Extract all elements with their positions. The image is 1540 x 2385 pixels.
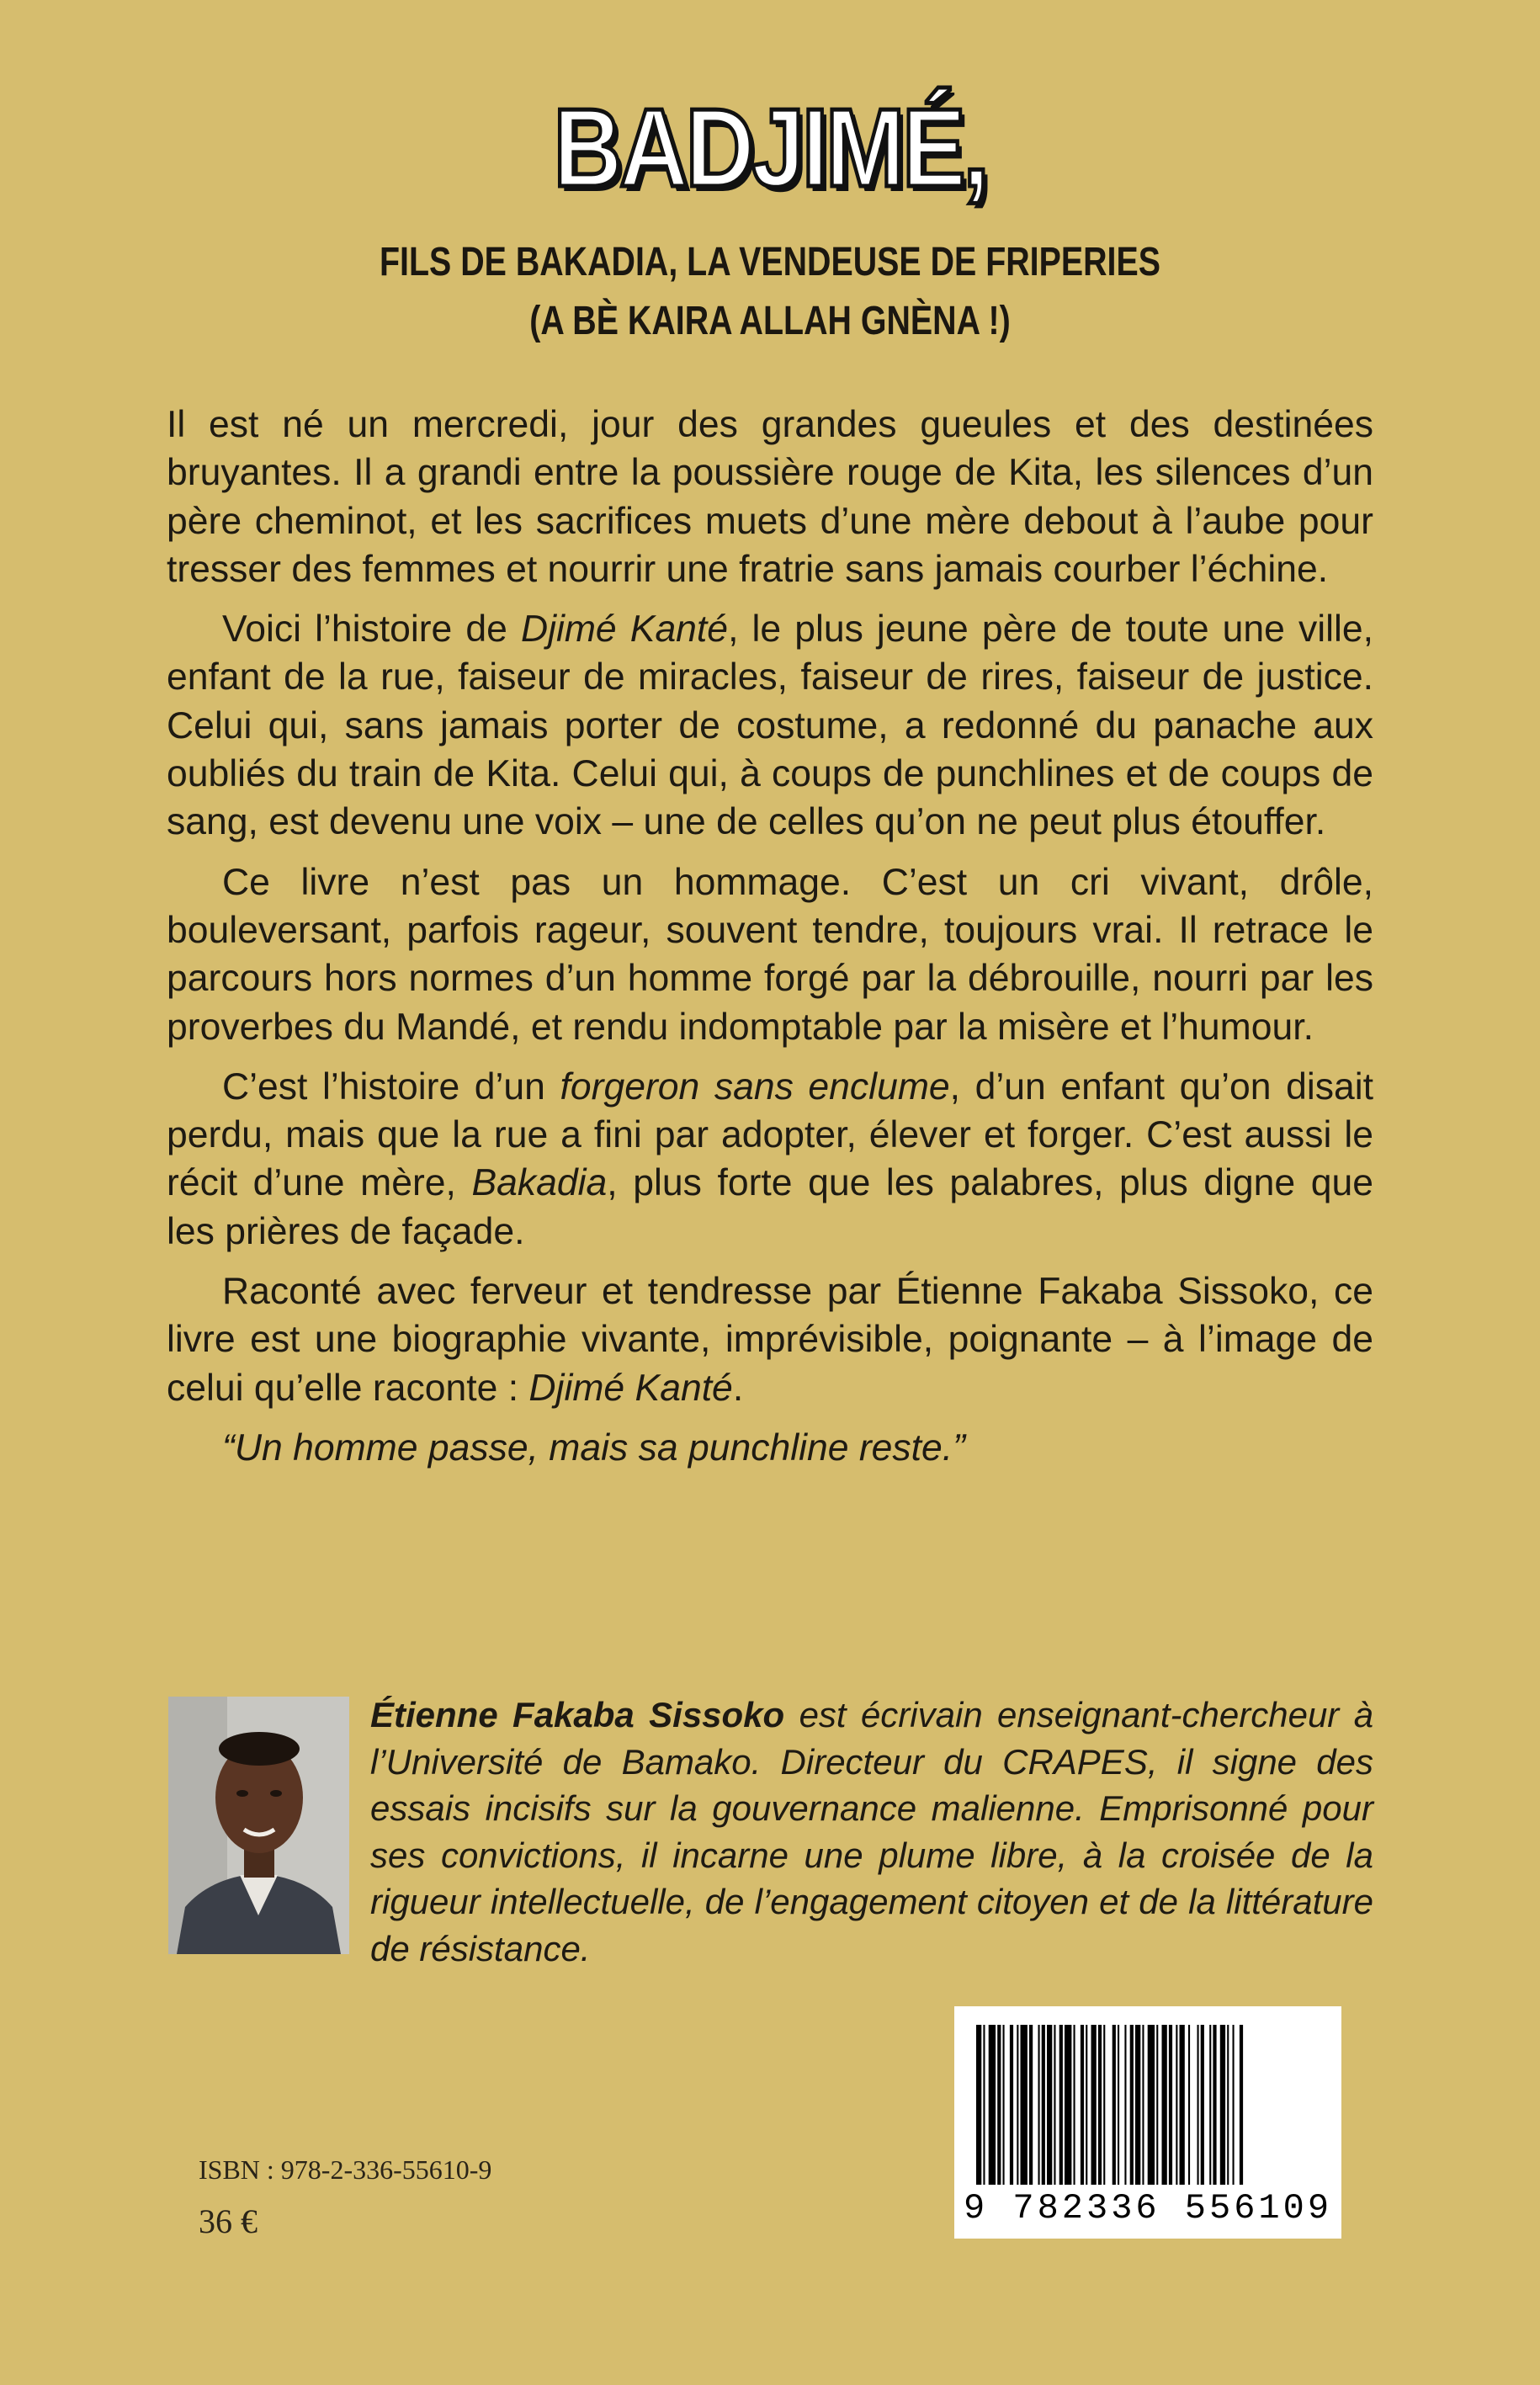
barcode-bar <box>1118 2025 1119 2185</box>
blurb-paragraph-2: Voici l’histoire de Djimé Kanté, le plus jeune père de toute une ville, enfant de la rue, faiseur de miracles, faiseur de rires, faiseur de justice. Celui qui, sans jamais porter de costume, a redonné du panache aux oubliés du train de Kita. Celui qui, à coups de punchlines et de coups de sang, est devenu une voix – une de celles qu’on ne peut plus étouffer. <box>167 608 1373 843</box>
barcode-bar <box>1086 2025 1087 2185</box>
barcode-bar <box>1081 2025 1084 2185</box>
barcode-digits: 9 782336 556109 <box>963 2188 1333 2228</box>
author-bio-text: est écrivain enseignant-chercheur à l’Université de Bamako. Directeur du CRAPES, il signe des essais incisifs sur la gouvernance malienne. Emprisonné pour ses convictions, il incarne une plume libre, à la croisée de la rigueur intellectuelle, de l’engagement citoyen et de la littérature de résistance. <box>370 1695 1373 1968</box>
barcode-bar <box>1209 2025 1211 2185</box>
author-photo <box>168 1697 349 1954</box>
barcode-bar <box>1201 2025 1204 2185</box>
barcode-bar <box>1054 2025 1055 2185</box>
blurb-paragraph-3: Ce livre n’est pas un hommage. C’est un cri vivant, drôle, bouleversant, parfois rageur, souvent tendre, toujours vrai. Il retrace le parcours hors normes d’un homme forgé par la débrouille, nourri par les proverbes du Mandé, et rendu indomptable par la misère et l’humour. <box>167 861 1373 1048</box>
blurb-paragraph-4: C’est l’histoire d’un forgeron sans enclume, d’un enfant qu’on disait perdu, mais que la rue a fini par adopter, élever et forger. C’est aussi le récit d’une mère, Bakadia, plus forte que les palabres, plus digne que les prières de façade. <box>167 1065 1373 1252</box>
author-name: Étienne Fakaba Sissoko <box>370 1695 785 1734</box>
barcode-bar <box>1091 2025 1097 2185</box>
barcode-bar <box>1059 2025 1063 2185</box>
barcode-bar <box>1003 2025 1005 2185</box>
barcode-bar <box>1142 2025 1144 2185</box>
barcode-bar <box>1042 2025 1045 2185</box>
barcode-bar <box>989 2025 996 2185</box>
barcode-bar <box>1197 2025 1199 2185</box>
barcode-bar <box>997 2025 1001 2185</box>
barcode-icon <box>976 2025 1320 2185</box>
barcode-bar <box>1065 2025 1071 2185</box>
barcode-bar <box>1148 2025 1155 2185</box>
isbn-barcode <box>954 2006 1341 2239</box>
barcode-bar <box>1038 2025 1040 2185</box>
blurb-paragraph-5: Raconté avec ferveur et tendresse par Étienne Fakaba Sissoko, ce livre est une biographie vivante, imprévisible, poignante – à l’image de celui qu’elle raconte : Djimé Kanté. <box>167 1271 1373 1409</box>
barcode-bar <box>1180 2025 1185 2185</box>
barcode-bar <box>1074 2025 1075 2185</box>
barcode-bar <box>1047 2025 1052 2185</box>
blurb-paragraph-1: Il est né un mercredi, jour des grandes gueules et des destinées bruyantes. Il a grandi entre la poussière rouge de Kita, les silences d’un père cheminot, et les sacrifices muets d’une mère debout à l’aube pour tresser des femmes et nourrir une fratrie sans jamais courber l’échine. <box>167 404 1373 590</box>
barcode-bar <box>1124 2025 1126 2185</box>
barcode-bar <box>1029 2025 1033 2185</box>
barcode-bar <box>1176 2025 1177 2185</box>
barcode-bar <box>1017 2025 1018 2185</box>
isbn-number: ISBN : 978-2-336-55610-9 <box>199 2154 492 2185</box>
author-bio <box>370 1692 1373 1972</box>
blurb-quote: “Un homme passe, mais sa punchline reste.” <box>222 1426 965 1469</box>
barcode-bar <box>1213 2025 1216 2185</box>
barcode-bar <box>1010 2025 1013 2185</box>
barcode-bar <box>1188 2025 1190 2185</box>
barcode-bar <box>1156 2025 1158 2185</box>
barcode-bar <box>1233 2025 1235 2185</box>
barcode-bar <box>983 2025 985 2185</box>
barcode-bar <box>1103 2025 1105 2185</box>
barcode-bar <box>976 2025 981 2185</box>
barcode-bar <box>1098 2025 1102 2185</box>
barcode-bar <box>1240 2025 1243 2185</box>
book-price: 36 € <box>199 2202 258 2240</box>
barcode-bar <box>1021 2025 1028 2185</box>
barcode-bar <box>1135 2025 1140 2185</box>
barcode-bar <box>1220 2025 1225 2185</box>
barcode-bar <box>1130 2025 1134 2185</box>
barcode-bar <box>1227 2025 1229 2185</box>
barcode-bar <box>1113 2025 1116 2185</box>
book-title: BADJIMÉ, <box>553 86 987 210</box>
barcode-bar <box>1169 2025 1172 2185</box>
author-portrait-icon <box>168 1697 349 1954</box>
barcode-bar <box>1162 2025 1167 2185</box>
back-cover-blurb <box>167 401 1373 1484</box>
book-subtitle: FILS DE BAKADIA, LA VENDEUSE DE FRIPERIES <box>380 240 1160 284</box>
book-subtitle-parenthetical: (A BÈ KAIRA ALLAH GNÈNA !) <box>529 299 1011 343</box>
